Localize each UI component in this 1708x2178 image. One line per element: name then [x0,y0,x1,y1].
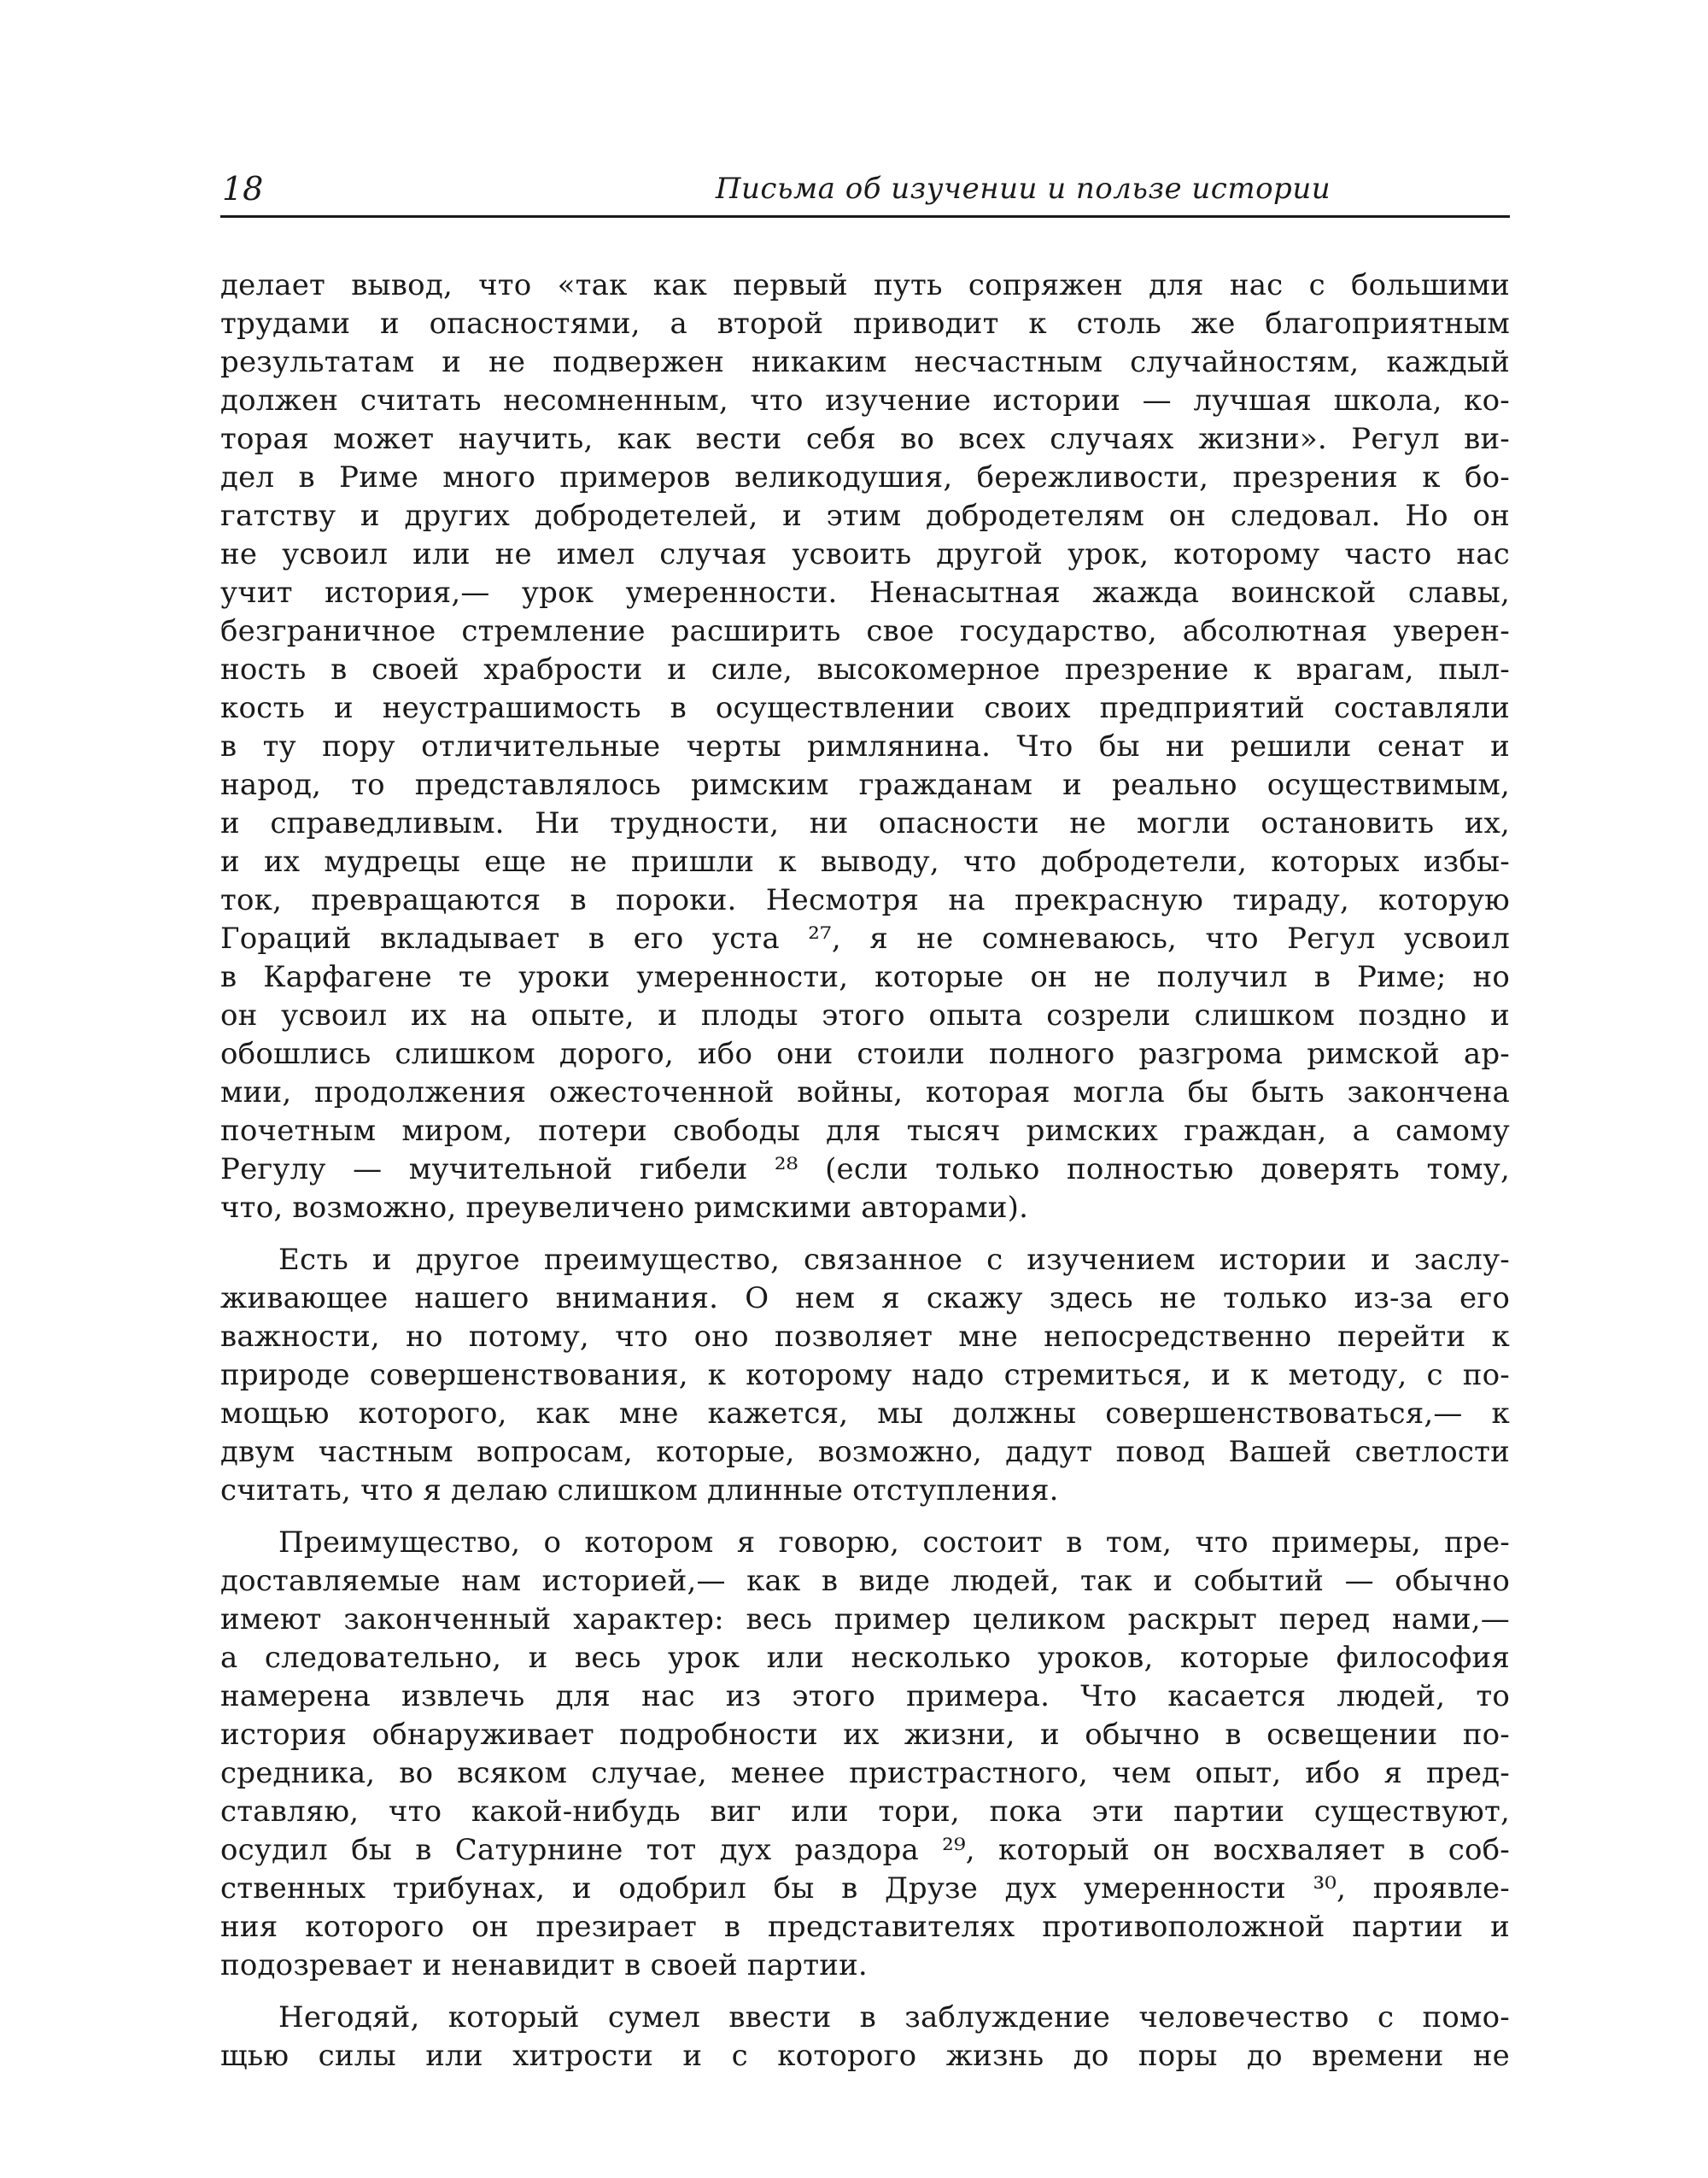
text-line: доставляемые нам историей,— как в виде людей, так и событий — обычно [220,1564,1510,1598]
text-line: что, возможно, преувеличено римскими авторами). [220,1191,1029,1225]
running-header [220,167,1510,218]
text-line: обошлись слишком дорого, ибо они стоили полного разгрома римской ар- [220,1037,1510,1071]
page-number: 18 [222,170,264,208]
text-line: и их мудрецы еще не пришли к выводу, что добродетели, которых избы- [220,845,1510,879]
text-line: Регулу — мучительной гибели ²⁸ (если только полностью доверять тому, [220,1152,1510,1186]
text-line: средника, во всяком случае, менее пристрастного, чем опыт, ибо я пред- [220,1756,1510,1790]
text-line: живающее нашего внимания. О нем я скажу здесь не только из-за его [220,1281,1510,1315]
text-line: а следовательно, и весь урок или несколько уроков, которые философия [220,1641,1510,1675]
text-line: ния которого он презирает в представителях противоположной партии и [220,1910,1510,1944]
text-line: дел в Риме много примеров великодушия, бережливости, презрения к бо- [220,460,1510,495]
text-line: двум частным вопросам, которые, возможно, дадут повод Вашей светлости [220,1435,1510,1469]
text-line: народ, то представлялось римским гражданам и реально осуществимым, [220,768,1510,802]
text-line: трудами и опасностями, а второй приводит к столь же благоприятным [220,307,1510,341]
text-line: делает вывод, что «так как первый путь сопряжен для нас с большими [220,268,1510,302]
text-line: природе совершенствования, к которому надо стремиться, и к методу, с по- [220,1358,1510,1392]
text-line: почетным миром, потери свободы для тысяч римских граждан, а самому [220,1114,1510,1148]
text-line: ставляю, что какой-нибудь виг или тори, пока эти партии существуют, [220,1795,1510,1829]
paragraph [220,1524,1510,1985]
text-line: он усвоил их на опыте, и плоды этого опыта созрели слишком поздно и [220,998,1510,1033]
text-line: имеют законченный характер: весь пример целиком раскрыт перед нами,— [220,1602,1510,1636]
text-line: безграничное стремление расширить свое государство, абсолютная уверен- [220,614,1510,648]
text-line: Негодяй, который сумел ввести в заблуждение человечество с помо- [278,2000,1510,2035]
text-line: ток, превращаются в пороки. Несмотря на прекрасную тираду, которую [220,883,1510,917]
paragraph [220,1999,1510,2076]
text-line: Есть и другое преимущество, связанное с изучением истории и заслу- [278,1243,1510,1277]
text-line: считать, что я делаю слишком длинные отступления. [220,1473,1059,1508]
text-line: должен считать несомненным, что изучение истории — лучшая школа, ко- [220,383,1510,418]
text-line: ственных трибунах, и одобрил бы в Друзе дух умеренности ³⁰, проявле- [220,1871,1510,1906]
paragraph [220,266,1510,1227]
text-line: мии, продолжения ожесточенной войны, которая могла бы быть закончена [220,1075,1510,1109]
text-line: Преимущество, о котором я говорю, состоит в том, что примеры, пре- [278,1525,1510,1560]
text-line: щью силы или хитрости и с которого жизнь до поры до времени не [220,2039,1510,2073]
text-line: ность в своей храбрости и силе, высокомерное презрение к врагам, пыл- [220,653,1510,687]
text-line: мощью которого, как мне кажется, мы должны совершенствоваться,— к [220,1396,1510,1431]
text-line: важности, но потому, что оно позволяет мне непосредственно перейти к [220,1320,1510,1354]
text-line: результатам и не подвержен никаким несчастным случайностям, каждый [220,345,1510,379]
text-line: учит история,— урок умеренности. Ненасытная жажда воинской славы, [220,576,1510,610]
text-line: история обнаруживает подробности их жизни, и обычно в освещении по- [220,1718,1510,1752]
text-line: в ту пору отличительные черты римлянина. Что бы ни решили сенат и [220,729,1510,764]
running-title: Письма об изучении и пользе истории [715,172,1331,206]
text-line: гатству и других добродетелей, и этим добродетелям он следовал. Но он [220,499,1510,533]
text-line: подозревает и ненавидит в своей партии. [220,1948,868,1982]
text-line: осудил бы в Сатурнине тот дух раздора ²⁹, который он восхваляет в соб- [220,1833,1510,1867]
text-body [220,266,1510,2076]
text-line: торая может научить, как вести себя во всех случаях жизни». Регул ви- [220,422,1510,456]
text-line: и справедливым. Ни трудности, ни опасности не могли остановить их, [220,806,1510,840]
text-line: Гораций вкладывает в его уста ²⁷, я не сомневаюсь, что Регул усвоил [220,922,1510,956]
text-line: не усвоил или не имел случая усвоить другой урок, которому часто нас [220,537,1510,571]
text-line: намерена извлечь для нас из этого примера. Что касается людей, то [220,1679,1510,1713]
text-line: в Карфагене те уроки умеренности, которые он не получил в Риме; но [220,960,1510,994]
text-line: кость и неустрашимость в осуществлении своих предприятий составляли [220,691,1510,725]
paragraph [220,1241,1510,1510]
